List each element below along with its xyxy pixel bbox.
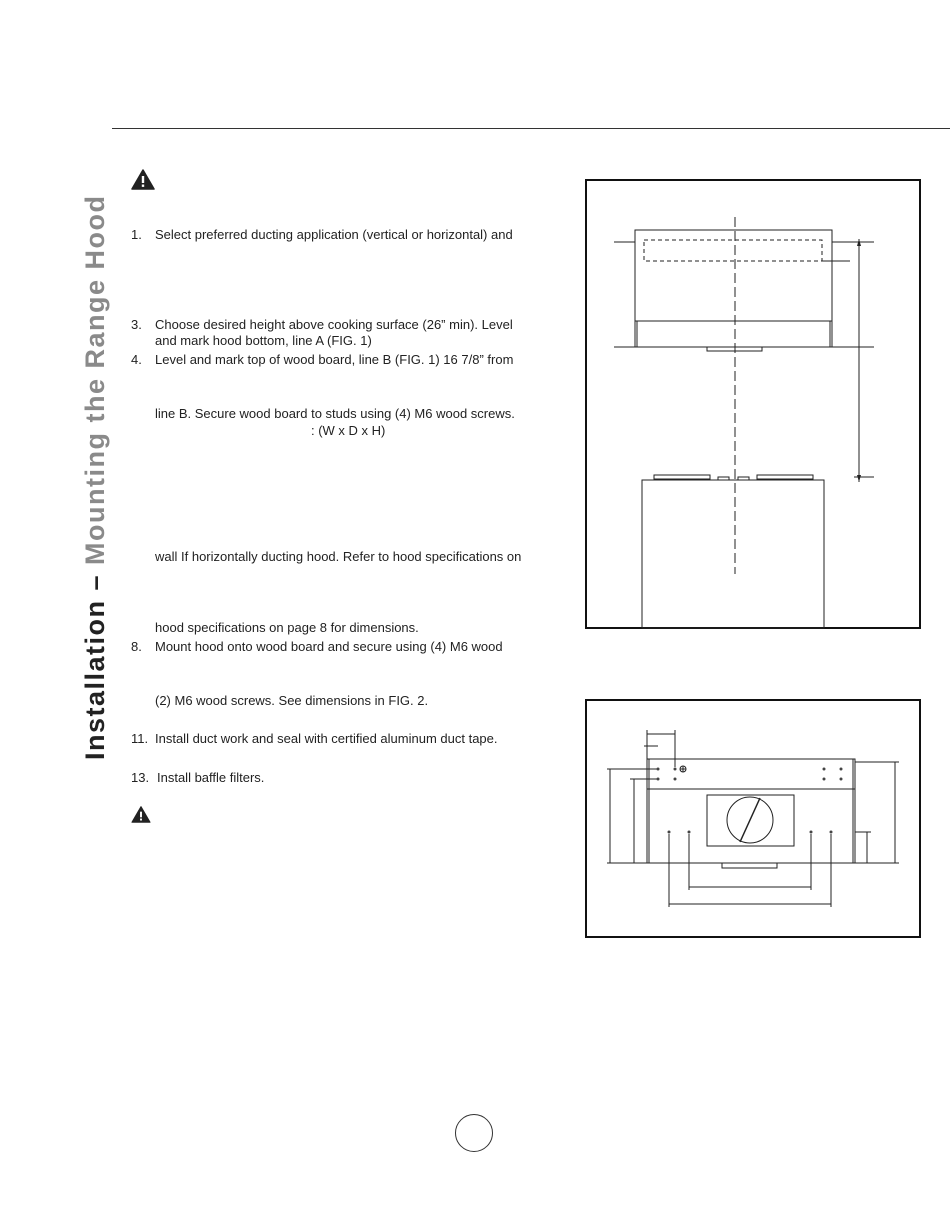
step-number: 4. xyxy=(131,352,142,367)
step-number: 8. xyxy=(131,639,142,654)
step-text: Choose desired height above cooking surface (26” min). Level xyxy=(155,317,513,332)
side-title-prefix: Installation – xyxy=(80,564,110,760)
page-number-circle xyxy=(455,1114,493,1152)
figure-2-drawing xyxy=(587,701,923,940)
step-text: Select preferred ducting application (vertical or horizontal) and xyxy=(155,227,513,242)
step-text: Level and mark top of wood board, line B (FIG. 1) 16 7/8” from xyxy=(155,352,514,367)
step-text-line: : (W x D x H) xyxy=(311,423,386,438)
warning-icon xyxy=(131,806,151,823)
figure-2 xyxy=(585,699,921,938)
step-text-line: hood specifications on page 8 for dimensions. xyxy=(155,620,419,635)
step-text-line: wall If horizontally ducting hood. Refer to hood specifications on xyxy=(155,549,522,564)
step-number: 3. xyxy=(131,317,142,332)
step-3-continued: and mark hood bottom, line A (FIG. 1) xyxy=(155,333,372,348)
step-text-line: line B. Secure wood board to studs using (4) M6 wood screws. xyxy=(155,406,515,421)
step-text-line: (2) M6 wood screws. See dimensions in FIG. 2. xyxy=(155,693,429,708)
figure-1 xyxy=(585,179,921,629)
step-number: 13. xyxy=(131,770,150,785)
header-rule xyxy=(112,128,950,129)
step-text: Install duct work and seal with certified aluminum duct tape. xyxy=(155,731,498,746)
step-number: 1. xyxy=(131,227,142,242)
side-title-section: Mounting the Range Hood xyxy=(80,194,110,565)
figure-1-drawing xyxy=(587,181,923,631)
step-text: Mount hood onto wood board and secure using (4) M6 wood xyxy=(155,639,503,654)
step-text: Install baffle filters. xyxy=(157,770,265,785)
warning-icon xyxy=(131,169,155,190)
step-number: 11. xyxy=(131,731,149,746)
side-title xyxy=(80,195,111,761)
